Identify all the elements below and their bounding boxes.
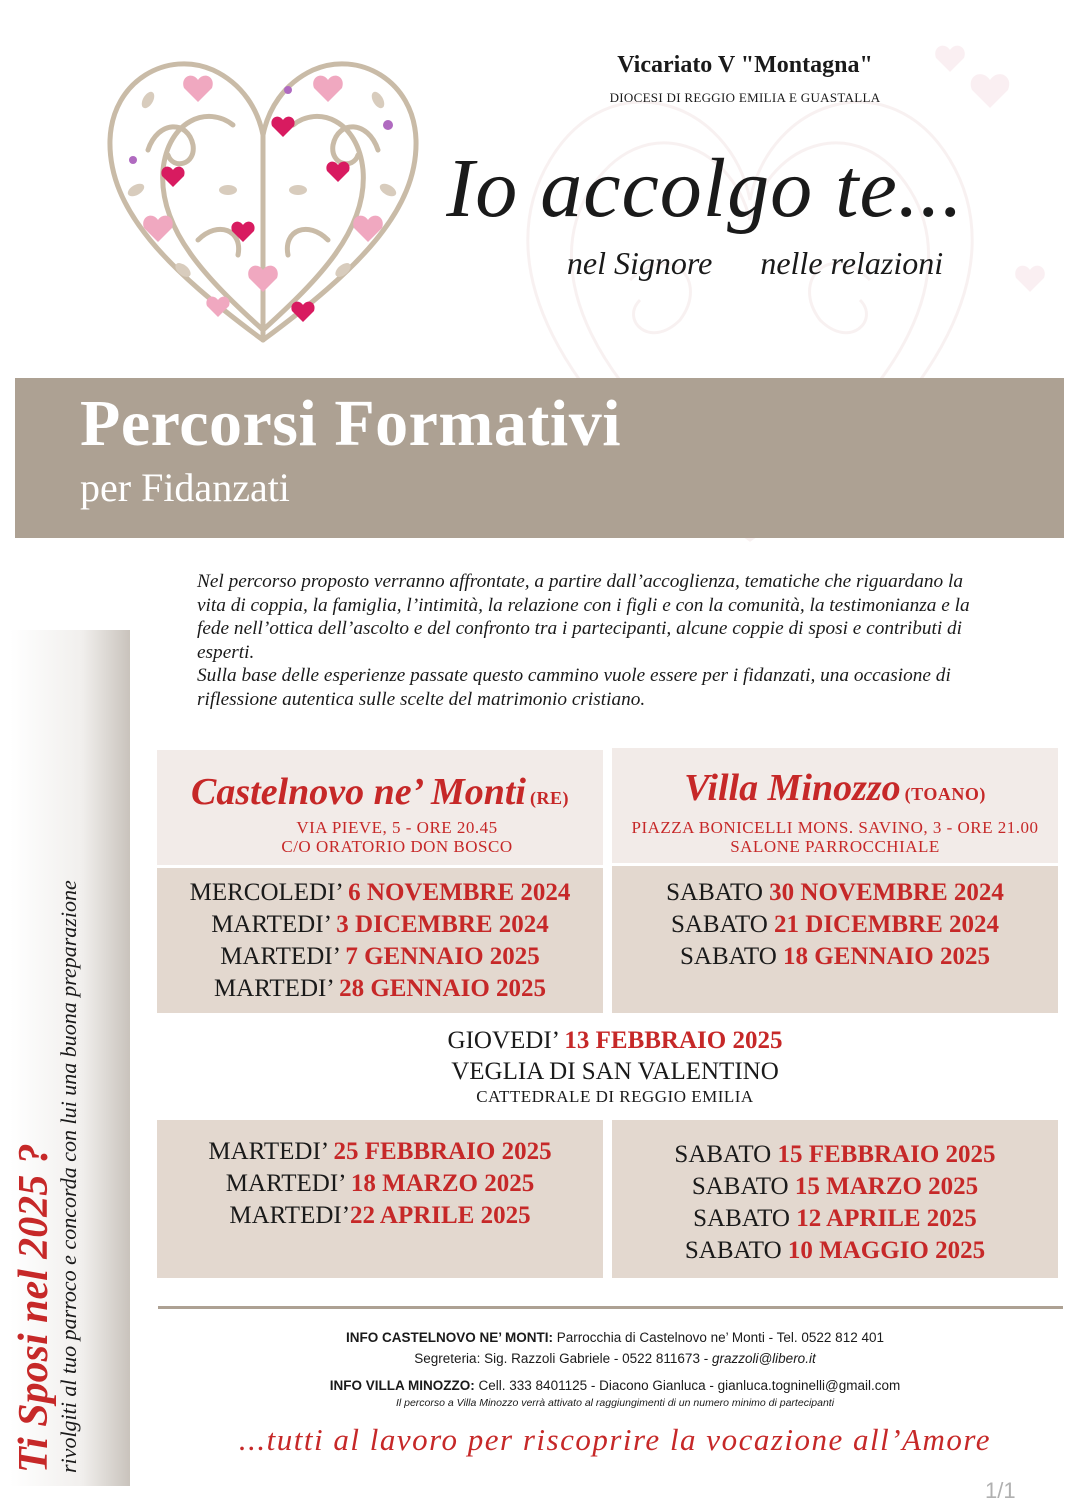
villa-minozzo-dates-list-1 — [612, 877, 1058, 973]
info-note: Il percorso a Villa Minozzo verrà attivato al raggiungimenti di un numero minimo di partecipanti — [395, 1397, 835, 1409]
villa-minozzo-header-box — [612, 748, 1058, 863]
banner-subtitle: per Fidanzati — [80, 465, 290, 510]
intro-text — [197, 570, 972, 711]
castelnovo-dates-box-1 — [157, 868, 603, 1013]
info-castelnovo-text: Parrocchia di Castelnovo ne’ Monti - Tel. 0522 812 401 — [553, 1330, 884, 1345]
castelnovo-dates-box-2 — [157, 1120, 603, 1278]
info-castelnovo-label: INFO CASTELNOVO NE’ MONTI: — [346, 1330, 554, 1345]
date-line: SABATO 18 GENNAIO 2025 — [679, 943, 990, 970]
villa-minozzo-name: Villa Minozzo — [684, 767, 901, 809]
side-vertical-text — [10, 633, 110, 1493]
castelnovo-dates-list-2 — [157, 1136, 603, 1232]
event-date-line — [160, 1025, 1070, 1056]
info-segreteria — [160, 1351, 1070, 1366]
san-valentino-event — [160, 1025, 1070, 1107]
banner-title: Percorsi Formativi — [80, 387, 622, 460]
castelnovo-name: Castelnovo ne’ Monti — [191, 771, 526, 813]
intro-paragraph-2: Sulla base delle esperienze passate questo cammino vuole essere per i fidanzati, una occasione di riflessione autentica sulle scelte del matrimonio cristiano. — [197, 665, 951, 710]
villa-minozzo-dates-list-2 — [612, 1139, 1058, 1267]
event-place: CATTEDRALE DI REGGIO EMILIA — [476, 1087, 754, 1106]
vicariato-title: Vicariato V "Montagna" — [617, 52, 873, 78]
date-line: MERCOLEDI’ 6 NOVEMBRE 2024 — [189, 879, 571, 906]
side-sub-text: rivolgiti al tuo parroco e concorda con lui una buona preparazione — [56, 880, 81, 1473]
villa-minozzo-address-1: PIAZZA BONICELLI MONS. SAVINO, 3 - ORE 21.00 — [631, 818, 1039, 837]
subtitle-right: nelle relazioni — [760, 245, 944, 281]
section-divider — [158, 1306, 1063, 1309]
script-subtitle — [545, 245, 965, 282]
subtitle-left: nel Signore — [566, 245, 713, 281]
date-line: SABATO 10 MAGGIO 2025 — [684, 1237, 986, 1264]
event-date: 13 FEBBRAIO 2025 — [564, 1027, 783, 1054]
date-line: SABATO 15 MARZO 2025 — [691, 1173, 979, 1200]
castelnovo-header-box — [157, 750, 603, 865]
closing-tagline: ...tutti al lavoro per riscoprire la vocazione all’Amore — [238, 1422, 992, 1457]
castelnovo-tag: (RE) — [530, 788, 569, 808]
info-segreteria-email[interactable]: grazzoli@libero.it — [711, 1351, 816, 1366]
date-line: MARTEDI’ 3 DICEMBRE 2024 — [211, 911, 549, 938]
villa-minozzo-tag: (TOANO) — [904, 784, 986, 804]
date-line: MARTEDI’22 APRILE 2025 — [229, 1202, 531, 1229]
event-day: GIOVEDI’ — [447, 1027, 565, 1054]
intro-paragraph-1: Nel percorso proposto verranno affrontate, a partire dall’accoglienza, tematiche che riguardano la vita di coppia, la famiglia, l’intimità, la relazione con i figli e con la comunità, la testimonianza e la fede nell’ottica dell’ascolto e del confronto tra i partecipanti, alcune coppie di sposi e contributi di esperti. — [197, 571, 970, 663]
diocesi-subtitle: DIOCESI DI REGGIO EMILIA E GUASTALLA — [609, 90, 881, 105]
date-line: MARTEDI’ 28 GENNAIO 2025 — [213, 975, 547, 1002]
page-number: 1/1 — [985, 1478, 1016, 1503]
date-line: SABATO 21 DICEMBRE 2024 — [670, 911, 1000, 938]
date-line: SABATO 30 NOVEMBRE 2024 — [666, 879, 1004, 906]
info-castelnovo — [160, 1330, 1070, 1345]
date-line: MARTEDI’ 18 MARZO 2025 — [225, 1170, 535, 1197]
main-script-title: Io accolgo te... — [446, 142, 964, 235]
villa-minozzo-dates-box-1 — [612, 866, 1058, 1013]
date-line: SABATO 15 FEBBRAIO 2025 — [674, 1141, 996, 1168]
info-villa-minozzo — [160, 1378, 1070, 1393]
info-villa-label: INFO VILLA MINOZZO: — [329, 1378, 475, 1393]
heart-flourish-logo — [88, 40, 438, 350]
villa-minozzo-dates-box-2 — [612, 1120, 1058, 1278]
info-segreteria-text: Segreteria: Sig. Razzoli Gabriele - 0522 811673 - — [414, 1351, 712, 1366]
side-main-text: Ti Sposi nel 2025 ? — [11, 1143, 57, 1473]
info-villa-text: Cell. 333 8401125 - Diacono Gianluca - gianluca.togninelli@gmail.com — [474, 1378, 901, 1393]
event-name: VEGLIA DI SAN VALENTINO — [451, 1058, 779, 1085]
villa-minozzo-address-2: SALONE PARROCCHIALE — [730, 837, 940, 856]
date-line: SABATO 12 APRILE 2025 — [693, 1205, 977, 1232]
date-line: MARTEDI’ 25 FEBBRAIO 2025 — [208, 1138, 552, 1165]
castelnovo-address-1: VIA PIEVE, 5 - ORE 20.45 — [296, 818, 498, 837]
castelnovo-dates-list-1 — [157, 877, 603, 1005]
date-line: MARTEDI’ 7 GENNAIO 2025 — [220, 943, 540, 970]
castelnovo-address-2: C/O ORATORIO DON BOSCO — [281, 837, 513, 856]
